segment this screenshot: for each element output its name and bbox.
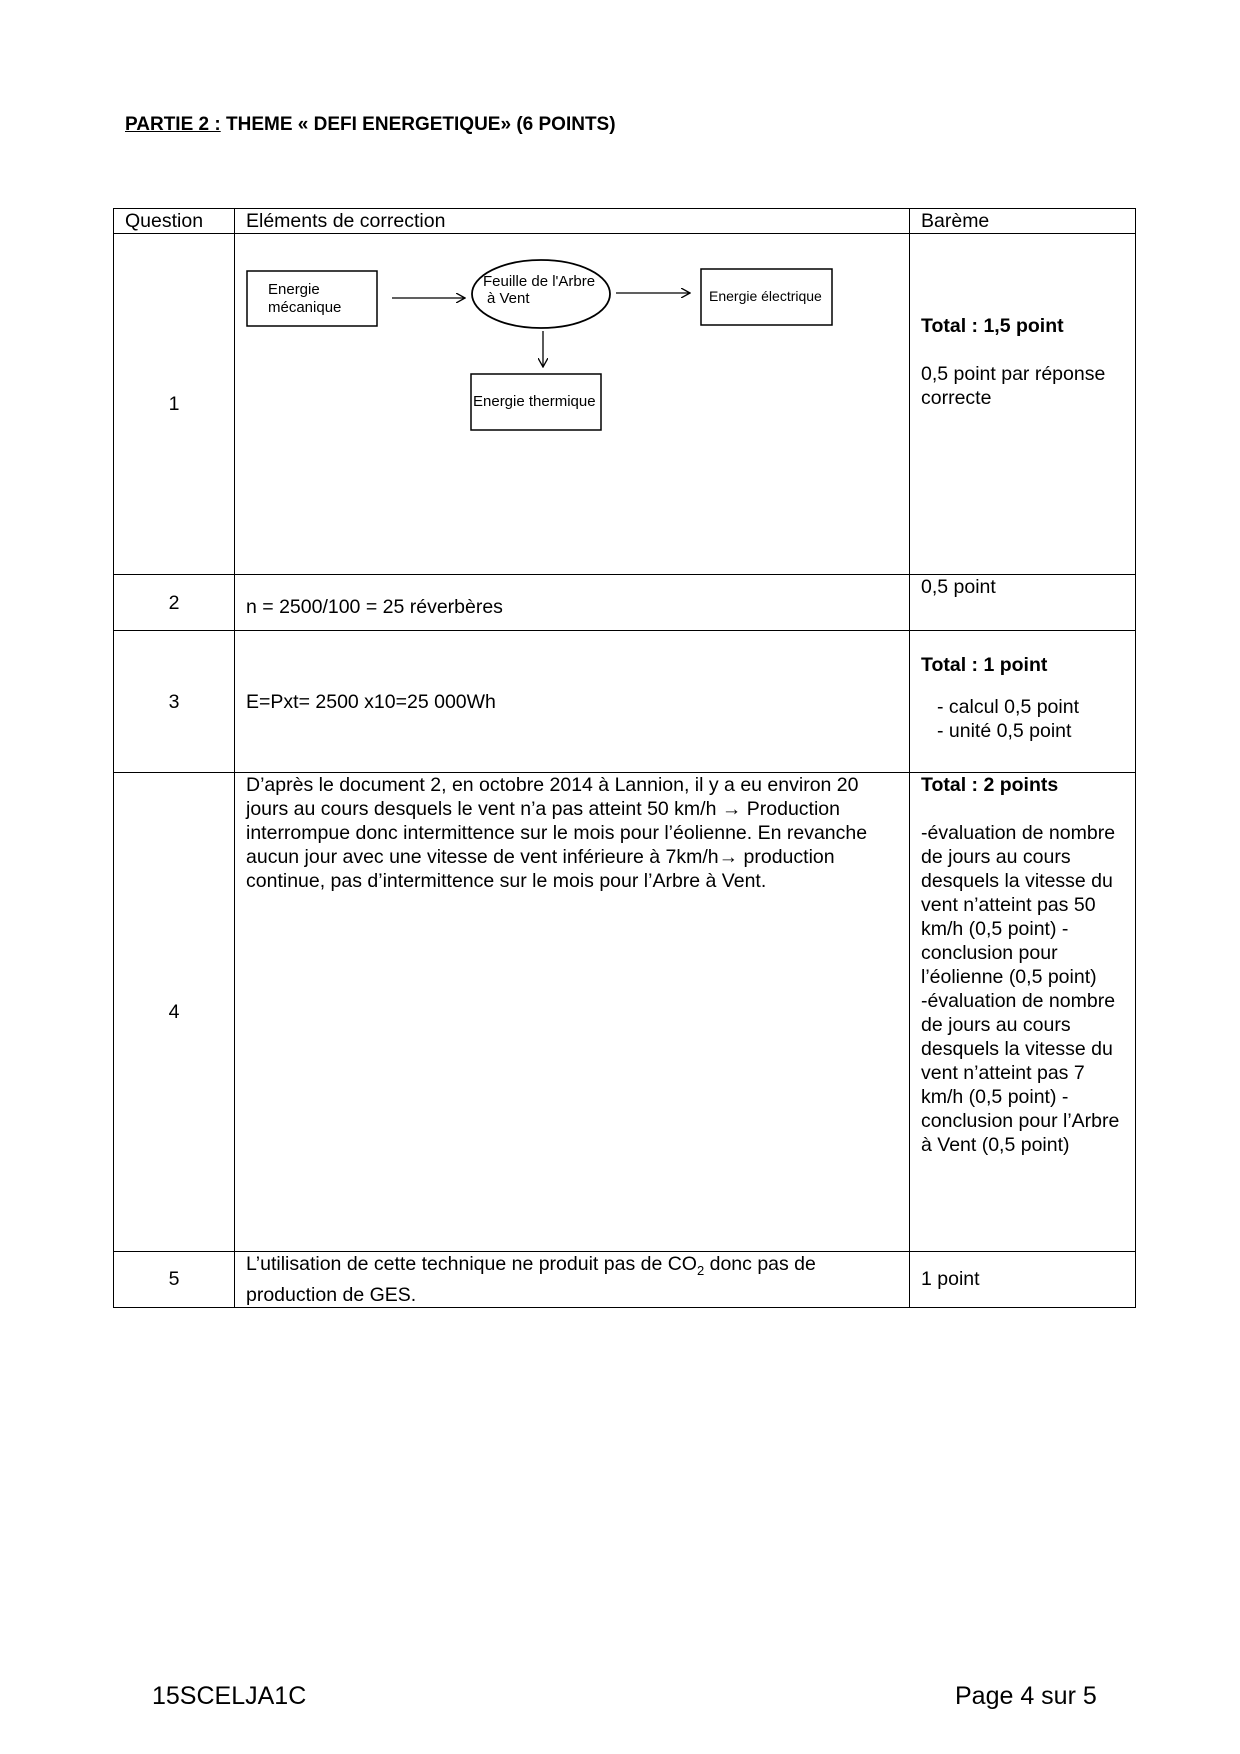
ellipse-line1: Feuille de l'Arbre (483, 273, 596, 290)
question-number: 2 (114, 575, 235, 631)
bareme-total: Total : 2 points (921, 774, 1059, 796)
table-header-row (114, 209, 1136, 234)
question-number: 4 (114, 773, 235, 1252)
question-number: 5 (114, 1252, 235, 1308)
ellipse-line2: à Vent (487, 290, 530, 307)
header-elements: Eléments de correction (235, 209, 910, 234)
bareme-detail: -évaluation de nombre de jours au cours desquels la vitesse du vent n’atteint pas 50 km/h (0,5 point) -conclusion pour l’éolienne (0,5 point) -évaluation de nombre de jours au cours desquels la vitesse du vent n’atteint pas 7 km/h (0,5 point) - conclusion pour l’Arbre à Vent (0,5 point) (921, 822, 1120, 1156)
bareme-total: 0,5 point (910, 575, 1136, 631)
energy-diagram-cell (235, 234, 910, 575)
energy-chain-diagram (235, 234, 910, 494)
bareme-cell (910, 773, 1136, 1252)
answer-text: D’après le document 2, en octobre 2014 à Lannion, il y a eu environ 20 jours au cours desquels le vent n’a pas atteint 50 km/h → Production interrompue donc intermittence sur le mois pour l’éolienne. En revanche aucun jour avec une vitesse de vent inférieure à 7km/h→ production continue, pas d’intermittence sur le mois pour l’Arbre à Vent. (235, 773, 910, 1252)
bareme-cell (910, 234, 1136, 575)
header-question: Question (114, 209, 235, 234)
table-row (114, 1252, 1136, 1308)
bareme-item: - unité 0,5 point (937, 720, 1072, 742)
question-number: 1 (114, 234, 235, 575)
correction-table (113, 208, 1136, 1308)
table-row (114, 575, 1136, 631)
bareme-total: 1 point (910, 1252, 1136, 1308)
box-left-line2: mécanique (268, 299, 342, 316)
theme-title: THEME « DEFI ENERGETIQUE» (6 POINTS) (220, 114, 616, 135)
answer-text: L’utilisation de cette technique ne produit pas de $CO_2$ donc pas de production de GES. (235, 1252, 910, 1308)
question-number: 3 (114, 631, 235, 773)
box-left-line1: Energie (268, 281, 320, 298)
answer-text: E=Pxt= 2500 x10=25 000Wh (235, 631, 910, 773)
box-right-label: Energie électrique (709, 288, 822, 304)
part-label: PARTIE 2 : (125, 114, 221, 135)
bareme-detail: 0,5 point par réponse correcte (921, 363, 1106, 409)
header-bareme: Barème (910, 209, 1136, 234)
box-bottom-label: Energie thermique (473, 393, 596, 410)
answer-text: n = 2500/100 = 25 réverbères (235, 575, 910, 631)
section-heading (125, 114, 616, 136)
bareme-total: Total : 1 point (921, 654, 1048, 676)
bareme-item: - calcul 0,5 point (937, 696, 1079, 718)
table-row (114, 234, 1136, 575)
table-row (114, 773, 1136, 1252)
bareme-cell (910, 631, 1136, 773)
document-code: 15SCELJA1C (152, 1682, 307, 1710)
page-number: Page 4 sur 5 (955, 1682, 1097, 1710)
bareme-total: Total : 1,5 point (921, 315, 1064, 337)
table-row (114, 631, 1136, 773)
